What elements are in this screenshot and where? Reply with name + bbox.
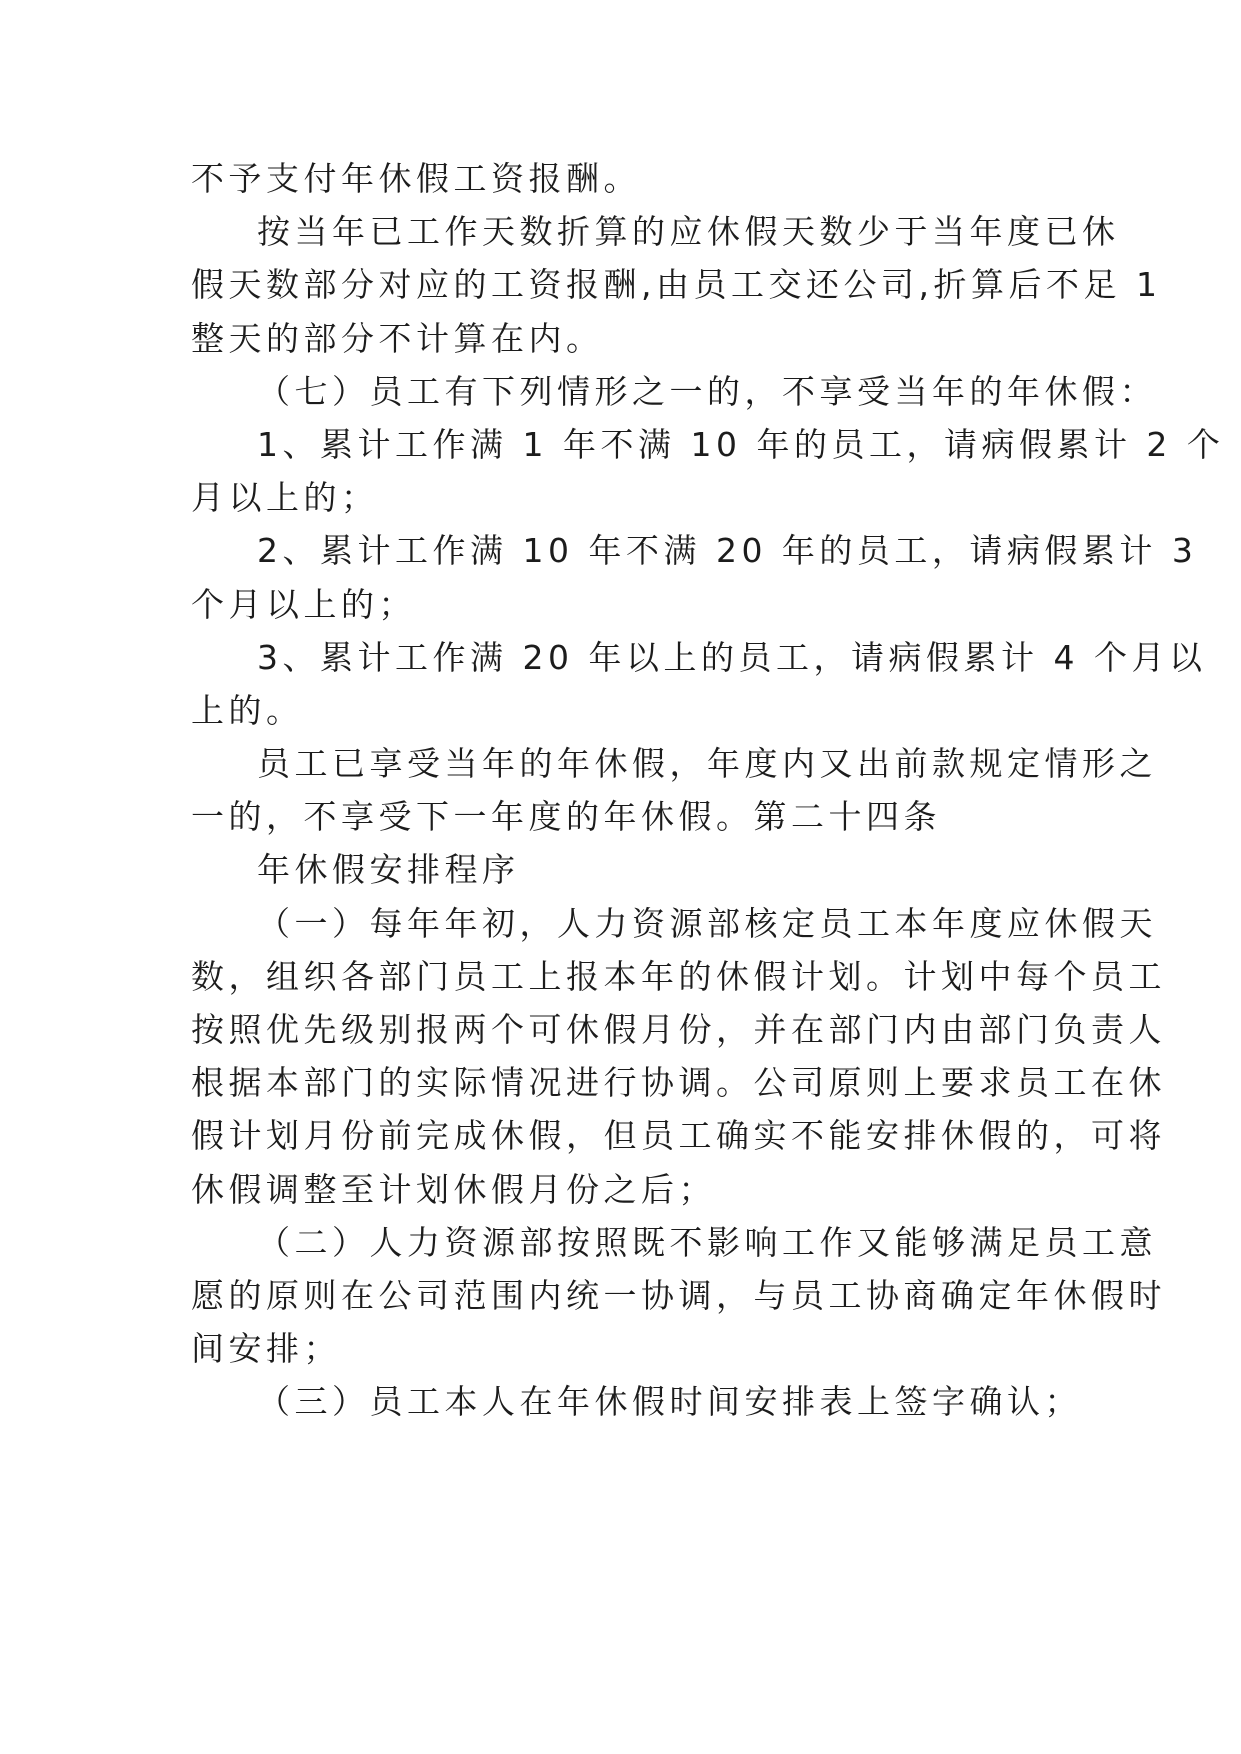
text-line: 1、累计工作满 1 年不满 10 年的员工，请病假累计 2 个 (257, 424, 1225, 464)
text-line: （一）每年年初，人力资源部核定员工本年度应休假天 (257, 903, 1157, 943)
text-line: 一的，不享受下一年度的年休假。第二十四条 (191, 797, 941, 837)
text-line: 愿的原则在公司范围内统一协调，与员工协商确定年休假时 (191, 1275, 1166, 1315)
text-line: 员工已享受当年的年休假，年度内又出前款规定情形之 (257, 744, 1157, 784)
text-line: 不予支付年休假工资报酬。 (191, 159, 641, 198)
text-line: 按照优先级别报两个可休假月份，并在部门内由部门负责人 (191, 1010, 1166, 1049)
text-line: 假计划月份前完成休假，但员工确实不能安排休假的，可将 (191, 1116, 1166, 1156)
text-line: 3、累计工作满 20 年以上的员工，请病假累计 4 个月以 (257, 637, 1207, 677)
document-body (191, 152, 1225, 1429)
text-line: 月以上的； (191, 478, 379, 518)
text-line: （二）人力资源部按照既不影响工作又能够满足员工意 (257, 1222, 1157, 1262)
text-line: 数，组织各部门员工上报本年的休假计划。计划中每个员工 (191, 956, 1166, 996)
text-line: 假天数部分对应的工资报酬,由员工交还公司,折算后不足 1 (191, 265, 1162, 305)
text-line: 按当年已工作天数折算的应休假天数少于当年度已休 (257, 212, 1120, 252)
text-line: （三）员工本人在年休假时间安排表上签字确认； (257, 1382, 1082, 1422)
text-line: 上的。 (191, 690, 304, 730)
text-line: 2、累计工作满 10 年不满 20 年的员工，请病假累计 3 (257, 531, 1198, 571)
text-line: 根据本部门的实际情况进行协调。公司原则上要求员工在休 (191, 1063, 1166, 1103)
text-line: 间安排； (191, 1329, 341, 1369)
text-line: 个月以上的； (191, 584, 416, 624)
text-line: 年休假安排程序 (257, 850, 520, 890)
text-line: （七）员工有下列情形之一的，不享受当年的年休假： (257, 371, 1157, 411)
text-line: 整天的部分不计算在内。 (191, 318, 604, 358)
text-line: 休假调整至计划休假月份之后； (191, 1169, 716, 1209)
